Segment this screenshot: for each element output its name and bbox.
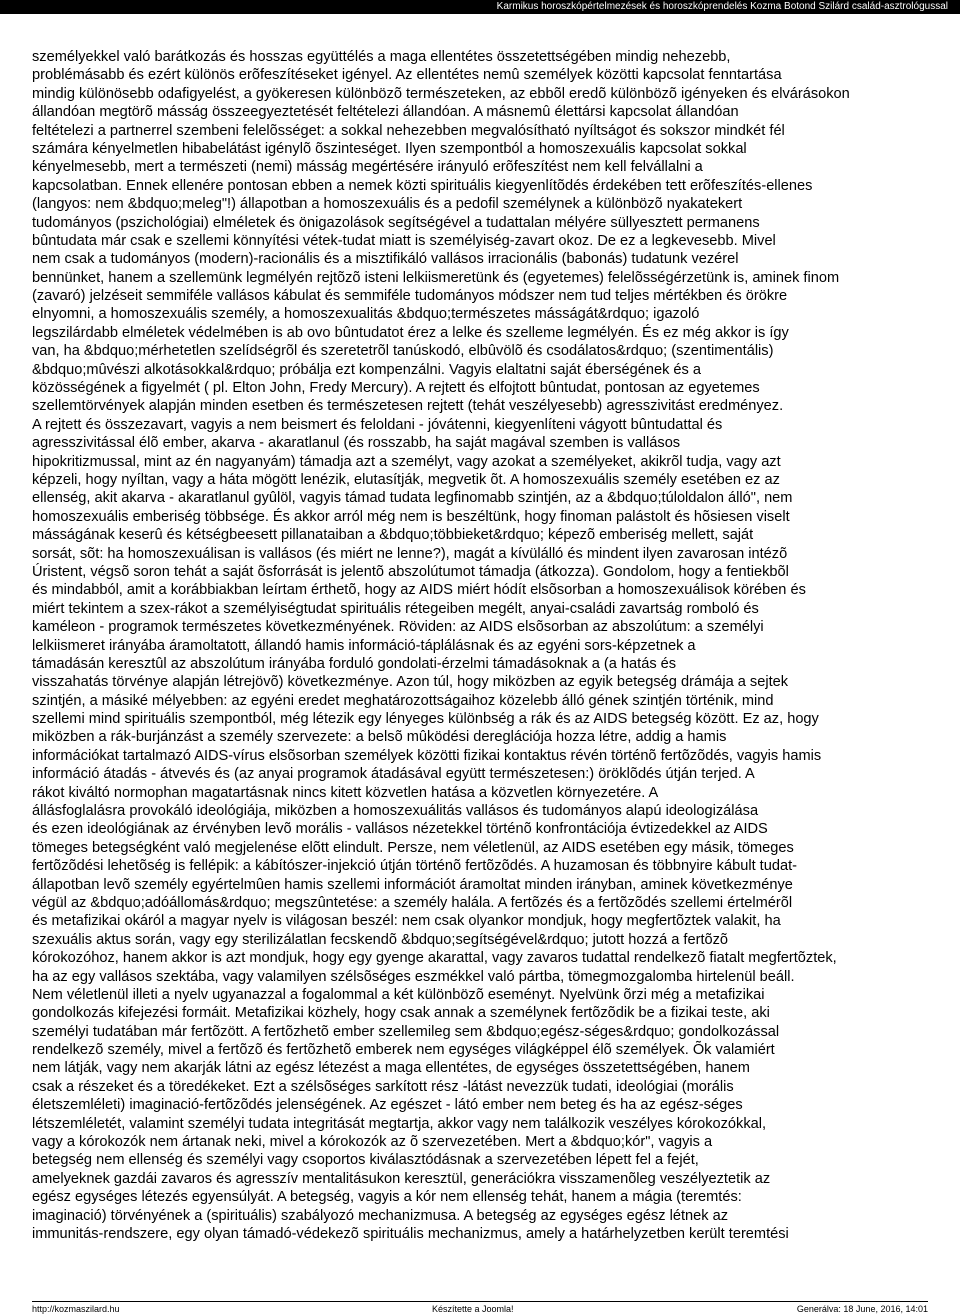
- article-line: gondolkozás kifejezési formáit. Metafizikai közhely, hogy csak annak a személynek fertõzõdik be a fizikai teste, aki: [32, 1005, 770, 1022]
- footer-url[interactable]: http://kozmaszilard.hu: [32, 1304, 120, 1314]
- article-line: sorsát, sõt: ha homoszexuálisan is vallásos (és miért ne lenne?), magát a kívülálló és mindent ilyen zavarosan intézõ: [32, 545, 788, 562]
- article-line: (langyos: nem &bdquo;meleg"!) állapotban a homoszexuális és a pedofil személynek a különbözõ nyakatekert: [32, 196, 743, 213]
- article-line: amelyeknek gazdái zavaros és agresszív mentalitásukon keresztül, generációkra visszamenõleg veszélyeztetik az: [32, 1170, 771, 1187]
- article-line: mindig különösebb odafigyelést, a gyökeresen különbözõ természeteken, az ebbõl eredõ különbözõ igényeken és elvárásokon: [32, 85, 850, 102]
- article-line: szexuális aktus során, vagy egy sterilizálatlan fecskendõ &bdquo;segítségével&rdquo; jutott hozzá a fertõzõ: [32, 931, 729, 948]
- article-line: állandóan megtörõ másság összeegyeztetését feltételezi állandóan. A másnemû élettársi kapcsolat állandóan: [32, 104, 739, 121]
- article-line: elnyomni, a homoszexuális személy, a homoszexualitás &bdquo;természetes másságát&rdquo; igazoló: [32, 306, 700, 323]
- article-line: szintjén, a másiké mélyebben: az egyéni eredet meghatározottságaihoz közelebb álló gének szintjén történik, mind: [32, 692, 774, 709]
- article-line: lelkiismeret irányába áramoltatott, állandó hamis információ-táplálásnak és az egyéni sors-képzetnek a: [32, 637, 696, 654]
- article-line: immunitás-rendszere, egy olyan támadó-védekezõ spirituális mechanizmus, amely a határhelyzetben került teremtési: [32, 1226, 789, 1242]
- article-line: van, ha &bdquo;mérhetetlen szelídségrõl és szeretetrõl tanúskodó, elbûvölõ és csodálatos&rdquo; (szentimentális): [32, 343, 774, 360]
- article-line: csak a részeket és a töredékeket. Ezt a szélsõséges sarkított rész -látást nevezzük tudati, ideológiai (morális: [32, 1078, 734, 1095]
- article-line: miért tekintem a szex-rákot a személyiségtudat spirituális rétegeiben megélt, anyai-családi zavartság romboló és: [32, 600, 759, 617]
- article-line: állapotban levõ személy egyértelmûen hamis szellemi információt áramoltat minden irányban, aminek következménye: [32, 876, 793, 893]
- article-line: és ezen ideológiának az érvényben levõ morális - vallásos nézetekkel történõ konfrontációja évtizedekkel az AIDS: [32, 821, 768, 838]
- article-line: képzeli, hogy nyíltan, vagy a háta mögött lenézik, elutasítják, megvetik õt. A homoszexuális személy esetében ez az: [32, 471, 780, 488]
- article-line: és mindabból, amit a korábbiakban leírtam érthetõ, hogy az AIDS miért hódít elsõsorban a homoszexuálisok körében és: [32, 582, 806, 599]
- article-line: bennünket, hanem a szellemünk legmélyén rejtõzõ isteni lelkiismeretünk és (egyetemes) felelõsségérzetünk is, aminek finom: [32, 269, 840, 286]
- article-line: feltételezi a partnerrel szembeni felelõsséget: a sokkal nehezebben megvalósítható nyíltságot és sokszor mindkét fél: [32, 122, 785, 139]
- article-line: végül az &bdquo;adóállomás&rdquo; megszûntetése: a személy halála. A fertõzés és a fertõzõdés szellemi értelmérõl: [32, 894, 793, 911]
- article-line: homoszexuális emberiség többsége. És akkor arról még nem is beszéltünk, hogy finoman palástolt és hõsiesen viselt: [32, 508, 790, 525]
- article-line: tömeges betegségként való megjelenése elõtt elindult. Persze, nem véletlenül, az AIDS esetében egy másik, tömeges: [32, 839, 794, 856]
- article-line: egész egységes létezés egyensúlyát. A betegség, vagyis a kór nem ellenség tehát, hanem a mágia (teremtés:: [32, 1189, 742, 1206]
- article-line: nem csak a tudományos (modern)-racionális és a misztifikáló vallásos irracionális (babonás) tudatunk vezérel: [32, 251, 739, 268]
- article-line: életszemléleti) imaginació-fertõzõdés jelenségének. Az egészet - látó ember nem beteg és ha az egész-séges: [32, 1097, 743, 1114]
- article-line: Úristent, végsõ soron tehát a saját õsforrását is jelentõ abszolútumot támadja (átkozza). Gondolom, hogy a fentiekbõl: [32, 563, 789, 580]
- article-line: személyekkel való barátkozás és hosszas együttélés a maga ellentétes összetettségében mindig nehezebb,: [32, 49, 731, 65]
- article-line: információ átadás - átvevés és (az anyai programok átadásával együtt természetesen:) öröklõdés útján terjed. A: [32, 766, 755, 783]
- article-line: információkat tartalmazó AIDS-vírus elsõsorban személyek közötti fizikai kontaktus révén történõ fertõzõdés, vagyis hamis: [32, 747, 822, 764]
- article-line: személyi tudatában már fertõzött. A fertõzhetõ ember szellemileg sem &bdquo;egész-séges&rdquo; gondolkozással: [32, 1023, 780, 1040]
- article-line: kaméleon - programok természetes következményének. Röviden: az AIDS elsõsorban az abszolútum: a személyi: [32, 619, 764, 636]
- article-line: imaginació) törvényének a (spirituális) szabályozó mechanizmusa. A betegség az egységes egész létnek az: [32, 1207, 729, 1224]
- article-line: miközben a rák-burjánzást a személy szervezete: a belsõ mûködési dereglációja hozza létre, addig a hamis: [32, 729, 727, 746]
- article-line: kapcsolatban. Ennek ellenére pontosan ebben a nemek közti spirituális kiegyenlítõdés érdekében tett erõfeszítés-ellenes: [32, 177, 813, 194]
- footer-made-with: Készítette a Joomla!: [432, 1304, 514, 1314]
- page-header: [0, 0, 960, 14]
- article-line: és metafizikai okáról a magyar nyelv is világosan beszél: nem csak olyankor mondjuk, hogy megfertõztek valakit, ha: [32, 913, 781, 930]
- article-line: szellemi mind spirituális szempontból, még létezik egy lényeges különbség a rák és az AIDS betegség között. Ez az, hogy: [32, 711, 819, 728]
- article-line: létszemléletét, valamint személyi tudata integritását megtartja, akkor vagy nem találkozik veszélyes kórokozókkal,: [32, 1115, 767, 1132]
- article-line: &bdquo;mûvészi alkotásokkal&rdquo; próbálja ezt kompenzálni. Vagyis elaltatni saját éberségének és a: [32, 361, 702, 378]
- article-line: vagy a kórokozók nem ártanak neki, mivel a kórokozók az õ szervezetében. Mert a &bdquo;kór", vagyis a: [32, 1134, 713, 1151]
- article-line: A rejtett és összezavart, vagyis a nem beismert és feloldani - jóvátenni, kiegyenlíteni vágyott bûntudattal és: [32, 416, 723, 433]
- article-line: hipokritizmussal, mint az én nagyanyám) támadja azt a személyt, vagy azokat a személyeket, akikrõl tudja, vagy azt: [32, 453, 781, 470]
- article-body: [32, 48, 952, 1243]
- article-line: ha az egy vallásos szektába, vagy valamilyen szélsõséges eszmékkel való pártba, tömegmozgalomba hirtelenül beáll.: [32, 968, 795, 985]
- article-line: problémásabb és ezért különös erõfeszítéseket igényel. Az ellentétes nemû személyek közötti kapcsolat fenntartása: [32, 67, 782, 84]
- article-line: kényelmesebb, mert a természeti (nemi) másság megértésére irányuló erõfeszítést nem kell felvállalni a: [32, 159, 703, 176]
- article-line: szellemtörvények alapján minden esetben és természetesen rejtett (tehát veszélyesebb) agresszivitást eredményez.: [32, 398, 784, 415]
- page-footer: [32, 1301, 928, 1315]
- article-line: (zavaró) jelzéseit semmiféle vallásos kábulat és semmiféle tudományos módszer nem tud teljes mértékben és örökre: [32, 288, 788, 305]
- article-line: agresszivitással élõ ember, akarva - akaratlanul (és rosszabb, ha saját magával szemben is vallásos: [32, 435, 681, 452]
- article-line: bûntudata már csak e szellemi könnyítési vétek-tudat miatt is személyiség-zavart okoz. De ez a legkevesebb. Mivel: [32, 232, 776, 249]
- article-line: állásfoglalásra provokáló ideológiája, miközben a homoszexuálitás vallásos és tudományos alapú ideologizálása: [32, 803, 759, 820]
- article-line: rendelkezõ személy, mivel a fertõzõ és fertõzhetõ emberek nem egységes világképpel élõ személyek. Õk valamiért: [32, 1042, 775, 1059]
- article-line: másságának keserû és kétségbeesett pillanataiban a &bdquo;többieket&rdquo; képezõ emberiség mellett, saját: [32, 527, 754, 544]
- article-line: legszilárdabb elméletek védelmében is ab ovo bûntudatot érez a lelke és szelleme legmélyén. És ez még akkor is így: [32, 324, 789, 341]
- article-line: kórokozóhoz, hanem akkor is azt mondjuk, hogy egy gyenge akarattal, vagy zavaros tudattal rendelkezõ fiatalt megfertõztek,: [32, 950, 837, 967]
- article-line: számára kényelmetlen hibabelátást igénylõ õszinteséget. Ilyen szempontból a homoszexuális kapcsolat sokkal: [32, 140, 747, 157]
- article-line: visszahatás törvénye alapján létrejövõ) következménye. Azon túl, hogy miközben az egyik betegség drámája a sejtek: [32, 674, 789, 691]
- article-line: rákot kiváltó normophan magatartásnak nincs kitett közvetlen hatása a közvetlen környezetére. A: [32, 784, 659, 801]
- article-line: betegség nem ellenség és személyi vagy csoportos kiválasztódásnak a szervezetében lépett fel a fejét,: [32, 1152, 699, 1169]
- article-line: közösségének a figyelmét ( pl. Elton John, Fredy Mercury). A rejtett és elfojtott bûntudat, pontosan az egyetemes: [32, 380, 760, 397]
- article-line: támadásán keresztûl az abszolútum irányába forduló gondolati-érzelmi támadásoknak a (a hatás és: [32, 655, 677, 672]
- article-line: Nem véletlenül illeti a nyelv ugyanazzal a fogalommal a két különbözõ eseményt. Nyelvünk õrzi még a metafizikai: [32, 986, 765, 1003]
- article-line: ellenség, akit akarva - akaratlanul gyûlöl, vagyis támad tudata legfinomabb szintjén, az a &bdquo;túloldalon álló", nem: [32, 490, 793, 507]
- header-title: Karmikus horoszkópértelmezések és horoszkóprendelés Kozma Botond Szilárd család-asztrológussal: [496, 1, 948, 12]
- footer-generated: Generálva: 18 June, 2016, 14:01: [796, 1304, 928, 1314]
- article-line: fertõzõdési lehetõség is fellépik: a kábítószer-injekció útján történõ fertõzõdés. A huzamosan és többnyire kábult tudat-: [32, 858, 797, 875]
- article-line: tudományos (pszichológiai) elméletek és önigazolások segítségével a tudattalan mélyére süllyesztett permanens: [32, 214, 760, 231]
- article-line: nem látják, vagy nem akarják látni az egész létezést a maga ellentétes, de egységes összetettségében, hanem: [32, 1060, 750, 1077]
